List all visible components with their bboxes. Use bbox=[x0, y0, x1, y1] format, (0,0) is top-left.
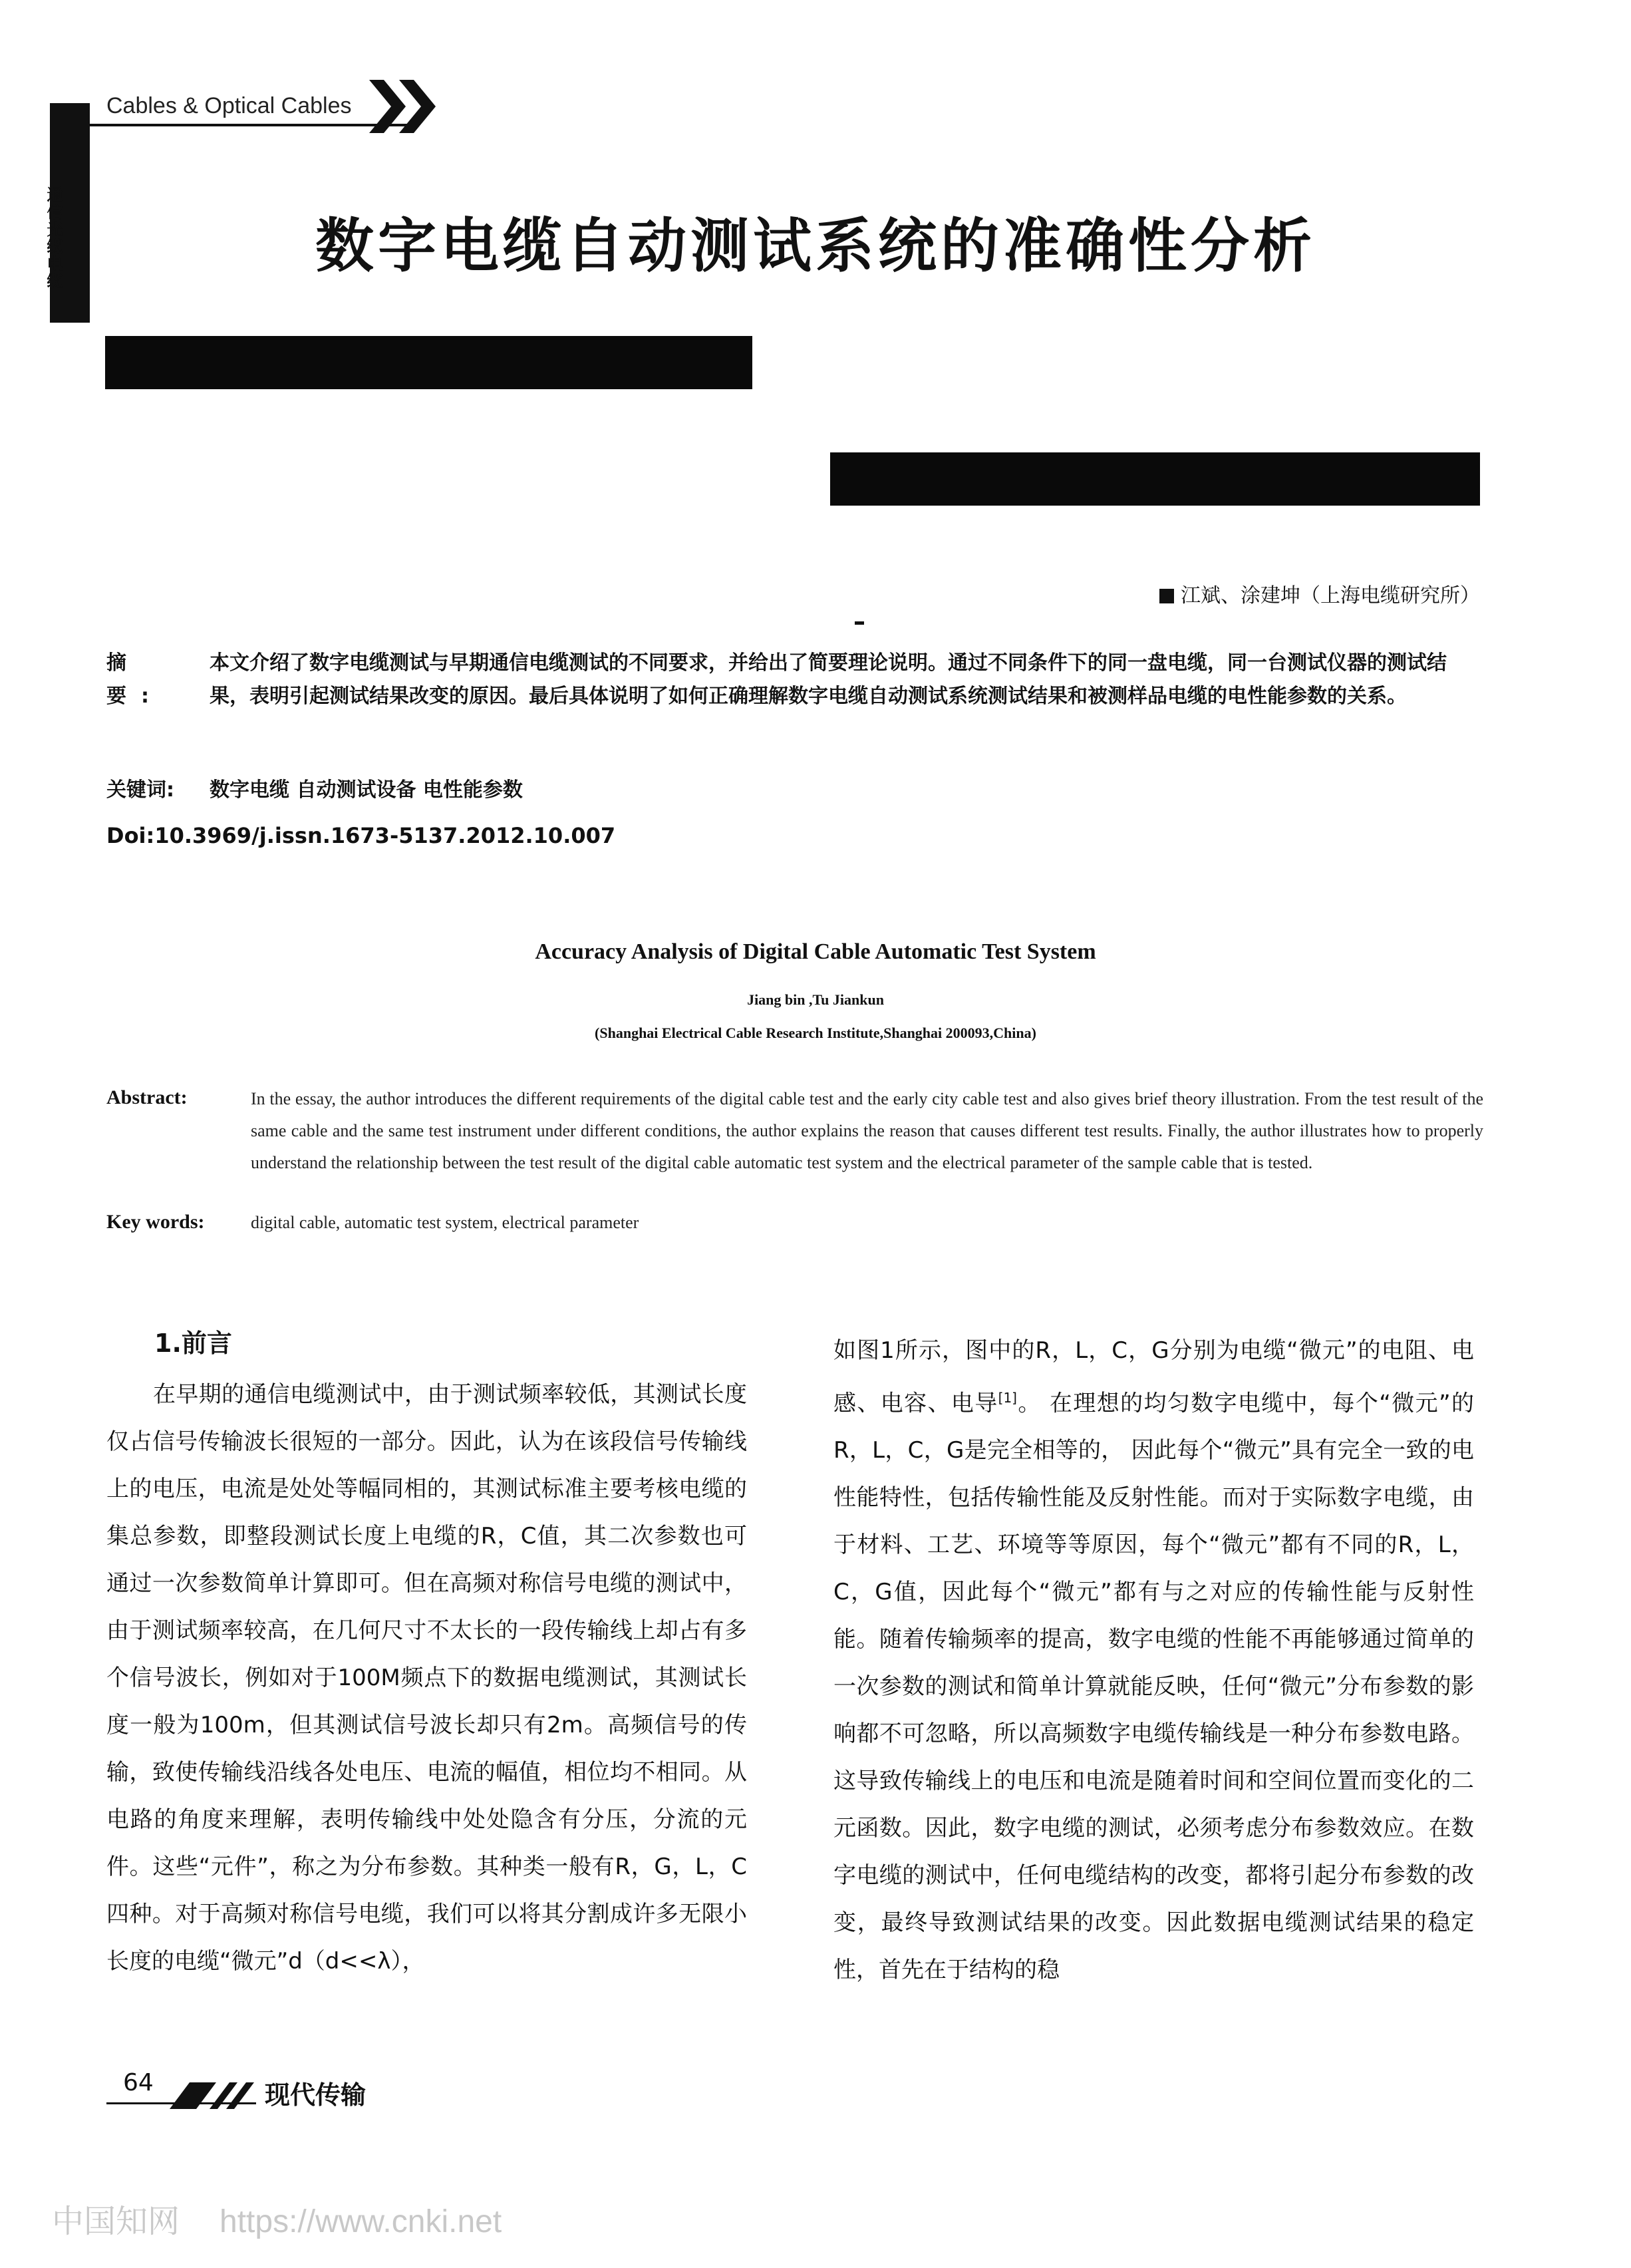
section-heading: 1.前言 bbox=[154, 1329, 232, 1358]
keywords-zh-label: 关键词: bbox=[106, 778, 174, 802]
section-label: Cables & Optical Cables bbox=[106, 93, 352, 118]
magazine-name: 现代传输 bbox=[265, 2080, 367, 2110]
body-paragraph bbox=[833, 1327, 1474, 1994]
watermark bbox=[52, 2195, 502, 2241]
keywords-zh-text: 数字电缆 自动测试设备 电性能参数 bbox=[210, 778, 523, 802]
side-column-label: 通信光缆电缆 bbox=[44, 186, 63, 290]
body-text: 。 在理想的均匀数字电缆中，每个“微元”的R，L，C，G是完全相等的， 因此每个“微元”具有完全一致的电性能特性，包括传输性能及反射性能。而对于实际数字电缆，由于材料、工艺、环境等等原因，每个“微元”都有不同的R，L，C，G值，因此每个“微元”都有与之对应的传输性能与反射性能。随着传输频率的提高，数字电缆的性能不再能够通过简单的一次参数的测试和简单计算就能反映，任何“微元”分布参数的影响都不可忽略，所以高频数字电缆传输线是一种分布参数电路。这导致传输线上的电压和电流是随着时间和空间位置而变化的二元函数。因此，数字电缆的测试，必须考虑分布参数效应。在数字电缆的测试中，任何电缆结构的改变，都将引起分布参数的改变，最终导致测试结果的改变。因此数据电缆测试结果的稳定性，首先在于结构的稳 bbox=[833, 1390, 1474, 1984]
authors-text: 江斌、涂建坤（上海电缆研究所） bbox=[1181, 584, 1480, 607]
watermark-url: https://www.cnki.net bbox=[220, 2204, 502, 2239]
header-rule bbox=[90, 124, 409, 126]
body-column-left bbox=[106, 1324, 747, 1985]
english-keywords-label: Key words: bbox=[106, 1211, 205, 1233]
page-number: 64 bbox=[123, 2069, 154, 2096]
body-text: 如图1所示，图中的R，L，C，G分别为电缆“微元”的电阻、电感、电容、电导 bbox=[833, 1337, 1474, 1417]
citation-ref: [1] bbox=[998, 1390, 1017, 1406]
square-bullet-icon bbox=[1159, 589, 1174, 603]
abstract-zh-text: 本文介绍了数字电缆测试与早期通信电缆测试的不同要求，并给出了简要理论说明。通过不同条件下的同一盘电缆，同一台测试仪器的测试结果，表明引起测试结果改变的原因。最后具体说明了如何正确理解数字电缆自动测试系统测试结果和被测样品电缆的电性能参数的关系。 bbox=[210, 651, 1447, 708]
english-keywords-text: digital cable, automatic test system, electrical parameter bbox=[251, 1213, 639, 1232]
abstract-zh-label: 摘 要: bbox=[106, 651, 164, 708]
english-keywords bbox=[106, 1211, 639, 1233]
english-abstract-text: In the essay, the author introduces the different requirements of the digital cable test and the early city cable test and also gives brief theory illustration. From the test result of the same cable and the same test instrument under different conditions, the author explains the reason that causes different test results. Finally, the author illustrates how to properly understand the relationship between the test result of the digital cable automatic test system and the electrical parameter of the sample cable that is tested. bbox=[251, 1089, 1483, 1172]
article-title: 数字电缆自动测试系统的准确性分析 bbox=[315, 212, 1316, 280]
english-abstract-label: Abstract: bbox=[106, 1086, 188, 1108]
abstract-zh bbox=[106, 647, 1480, 713]
english-authors: Jiang bin ,Tu Jiankun bbox=[747, 991, 884, 1008]
watermark-cn: 中国知网 bbox=[52, 2204, 180, 2239]
keywords-zh bbox=[106, 773, 523, 802]
redaction-bar bbox=[105, 336, 752, 389]
english-affiliation: (Shanghai Electrical Cable Research Institute,Shanghai 200093,China) bbox=[595, 1025, 1036, 1041]
english-title: Accuracy Analysis of Digital Cable Automatic Test System bbox=[535, 939, 1096, 964]
authors-line bbox=[1159, 579, 1480, 608]
stray-mark bbox=[855, 621, 864, 625]
redaction-bar bbox=[830, 452, 1480, 506]
doi: Doi:10.3969/j.issn.1673-5137.2012.10.007 bbox=[106, 823, 616, 848]
slash-decoration-icon bbox=[170, 2082, 259, 2109]
english-abstract bbox=[106, 1083, 1483, 1179]
double-chevron-icon bbox=[369, 80, 442, 133]
body-column-right bbox=[833, 1327, 1474, 1994]
body-paragraph: 在早期的通信电缆测试中，由于测试频率较低，其测试长度仅占信号传输波长很短的一部分。因此，认为在该段信号传输线上的电压，电流是处处等幅同相的，其测试标准主要考核电缆的集总参数，即整段测试长度上电缆的R，C值，其二次参数也可通过一次参数简单计算即可。但在高频对称信号电缆的测试中，由于测试频率较高，在几何尺寸不太长的一段传输线上却占有多个信号波长，例如对于100M频点下的数据电缆测试，其测试长度一般为100m，但其测试信号波长却只有2m。高频信号的传输，致使传输线沿线各处电压、电流的幅值，相位均不相同。从电路的角度来理解，表明传输线中处处隐含有分压，分流的元件。这些“元件”，称之为分布参数。其种类一般有R，G，L，C四种。对于高频对称信号电缆，我们可以将其分割成许多无限小长度的电缆“微元”d（d<<λ）， bbox=[106, 1381, 747, 1975]
